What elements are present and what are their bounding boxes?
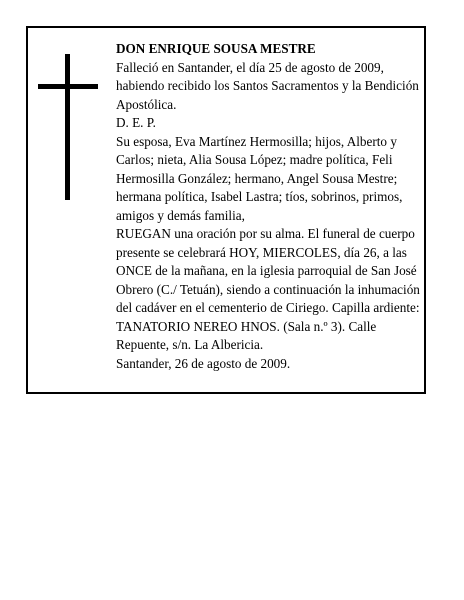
funeral-request: RUEGAN una oración por su alma. El funeral de cuerpo presente se celebrará HOY, MIERCOLES, día 26, a las ONCE de la mañana, en la iglesia parroquial de San José Obrero (C./ Tetuán), siendo a continuación la inhumación del cadáver en el cementerio de Ciriego. Capilla ardiente: TANATORIO NEREO HNOS. (Sala n.º 3). Calle Repuente, s/n. La Albericia. (116, 226, 420, 352)
cross-icon (38, 54, 98, 200)
cross-horizontal-bar (38, 84, 98, 89)
date-line: Santander, 26 de agosto de 2009. (116, 355, 291, 371)
death-statement: Falleció en Santander, el día 25 de agosto de 2009, habiendo recibido los Santos Sacramentos y la Bendición Apostólica. (116, 59, 419, 112)
family-list: Su esposa, Eva Martínez Hermosilla; hijos, Alberto y Carlos; nieta, Alia Sousa López; madre política, Feli Hermosilla González; hermano, Angel Sousa Mestre; hermana política, Isabel Lastra; tíos, sobrinos, primos, amigos y demás familia, (116, 133, 403, 223)
obituary-notice (26, 26, 426, 394)
dep-line: D. E. P. (116, 115, 156, 130)
obituary-text (116, 40, 421, 373)
deceased-name: DON ENRIQUE SOUSA MESTRE (116, 41, 316, 56)
cross-vertical-bar (65, 54, 70, 200)
